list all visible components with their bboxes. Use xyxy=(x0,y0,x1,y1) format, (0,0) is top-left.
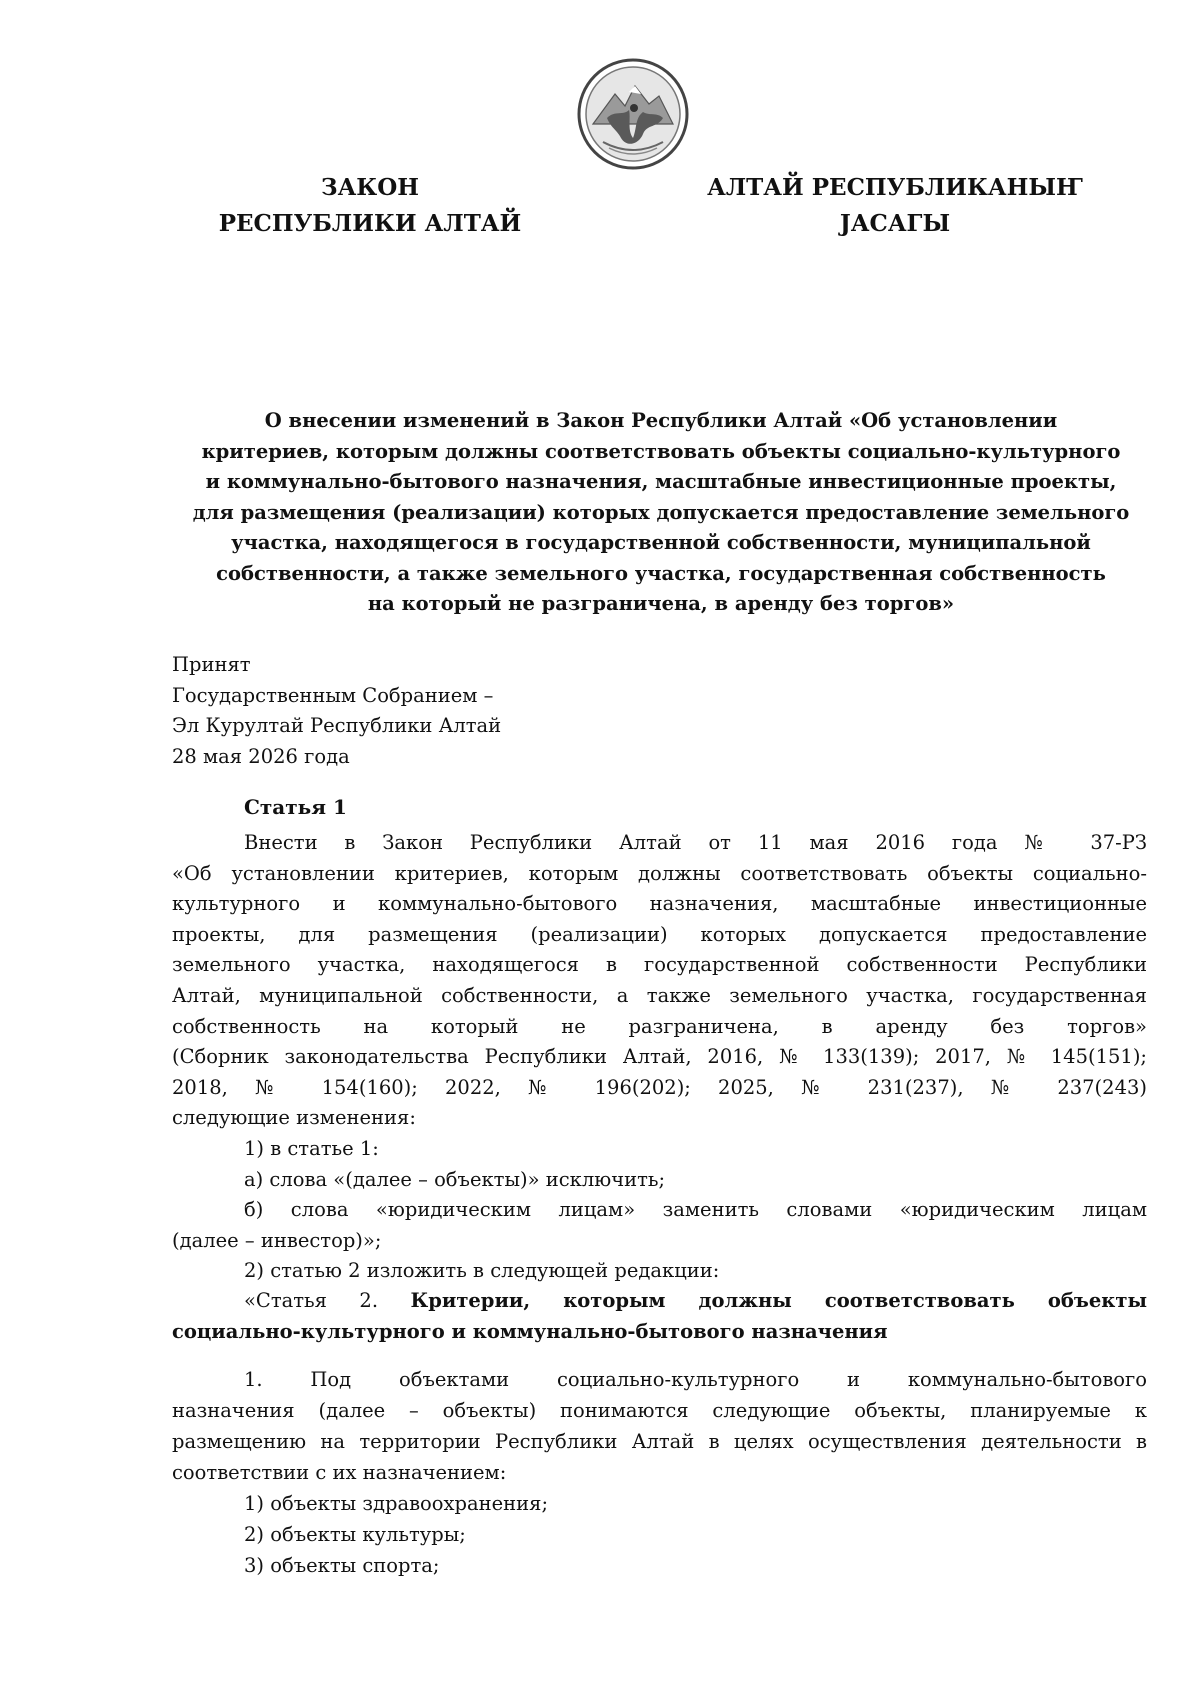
body-line: (далее – инвестор)»; xyxy=(172,1228,382,1252)
adoption-line: Государственным Собранием – xyxy=(172,683,494,707)
body-line: следующие изменения: xyxy=(172,1106,416,1130)
title-line: для размещения (реализации) которых допускается предоставление земельного xyxy=(192,500,1130,524)
title-line: и коммунально-бытового назначения, масштабные инвестиционные проекты, xyxy=(205,470,1117,493)
header-right-line1: АЛТАЙ РЕСПУБЛИКАНЫҤ xyxy=(707,174,1083,201)
article-1-heading: Статья 1 xyxy=(244,795,347,819)
body-line: размещению на территории Республики Алтай в целях осуществления деятельности в xyxy=(172,1430,1147,1453)
body-line: 2) статью 2 изложить в следующей редакции: xyxy=(244,1259,720,1283)
law-header-russian xyxy=(200,170,540,242)
title-line: О внесении изменений в Закон Республики Алтай «Об установлении xyxy=(264,409,1058,432)
title-line: на который не разграничена, в аренду без торгов» xyxy=(367,592,955,615)
body-line: культурного и коммунально-бытового назначения, масштабные инвестиционные xyxy=(172,892,1147,916)
body-line: 1) в статье 1: xyxy=(244,1136,379,1160)
article-2-part-1 xyxy=(172,1364,1147,1581)
law-header-altai xyxy=(700,170,1090,242)
header-right-line2: ЈАСАГЫ xyxy=(839,210,951,237)
body-line: «Об установлении критериев, которым должны соответствовать объекты социально- xyxy=(172,861,1147,885)
article-2-heading xyxy=(172,1285,1147,1347)
altai-republic-emblem-icon xyxy=(577,58,689,170)
list-item: 3) объекты спорта; xyxy=(244,1554,440,1577)
header-left-line2: РЕСПУБЛИКИ АЛТАЙ xyxy=(218,210,522,237)
body-line: проекты, для размещения (реализации) которых допускается предоставление xyxy=(172,922,1147,946)
adoption-date: 28 мая 2026 года xyxy=(172,744,350,768)
adoption-line: Принят xyxy=(172,653,251,676)
body-line: Внести в Закон Республики Алтай от 11 мая 2016 года № 37-РЗ xyxy=(244,831,1147,854)
body-line: Алтай, муниципальной собственности, а также земельного участка, государственная xyxy=(172,983,1147,1007)
article-1-body xyxy=(172,828,1147,1287)
body-line: б) слова «юридическим лицам» заменить словами «юридическим лицам xyxy=(244,1198,1147,1222)
list-item: 1) объекты здравоохранения; xyxy=(244,1492,549,1515)
body-line: (Сборник законодательства Республики Алтай, 2016, № 133(139); 2017, № 145(151); xyxy=(172,1045,1147,1069)
body-line: 2018, № 154(160); 2022, № 196(202); 2025, № 231(237), № 237(243) xyxy=(172,1075,1147,1099)
body-line: назначения (далее – объекты) понимаются следующие объекты, планируемые к xyxy=(172,1399,1147,1422)
body-line: собственность на который не разграничена, в аренду без торгов» xyxy=(172,1014,1147,1038)
adoption-line: Эл Курултай Республики Алтай xyxy=(172,714,502,737)
body-line: земельного участка, находящегося в государственной собственности Республики xyxy=(172,953,1147,977)
title-line: участка, находящегося в государственной собственности, муниципальной xyxy=(231,531,1091,554)
title-line: собственности, а также земельного участка, государственная собственность xyxy=(216,561,1106,585)
body-line: 1. Под объектами социально-культурного и коммунально-бытового xyxy=(244,1368,1147,1391)
article-2-prefix: «Статья 2. xyxy=(244,1289,379,1312)
article-2-heading-line2 xyxy=(172,1316,1147,1347)
body-line: соответствии с их назначением: xyxy=(172,1461,507,1484)
law-title xyxy=(172,406,1150,620)
adoption-block xyxy=(172,650,501,772)
body-line: а) слова «(далее – объекты)» исключить; xyxy=(244,1167,666,1191)
article-2-title-part1: Критерии, которым должны соответствовать объекты xyxy=(410,1289,1147,1312)
article-2-heading-line1 xyxy=(172,1285,1147,1316)
list-item: 2) объекты культуры; xyxy=(244,1523,466,1546)
article-2-title-part2: социально-культурного и коммунально-бытового назначения xyxy=(172,1320,888,1343)
header-left-line1: ЗАКОН xyxy=(320,174,419,201)
title-line: критериев, которым должны соответствовать объекты социально-культурного xyxy=(201,439,1121,463)
